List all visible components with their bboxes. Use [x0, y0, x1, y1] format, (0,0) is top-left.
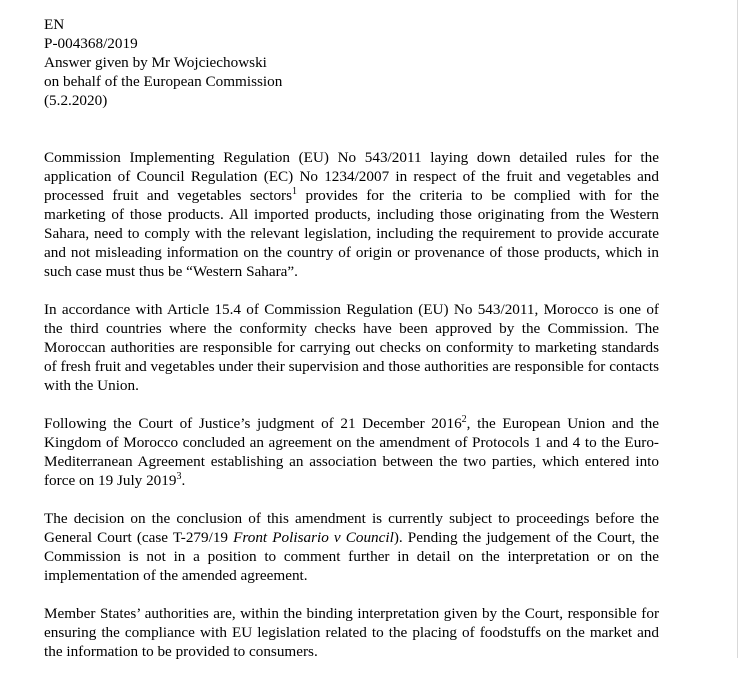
- paragraph-5-text: Member States’ authorities are, within the binding interpretation given by the Court, responsible for ensuring the compliance with EU legislation related to the placing of foodstuffs on the market and the information to be provided to consumers.: [44, 605, 659, 660]
- paragraph-2: [44, 300, 659, 395]
- paragraph-3-text-a: Following the Court of Justice’s judgment of 21 December 2016: [44, 415, 462, 432]
- footnote-marker-2: 2: [461, 413, 467, 425]
- answer-body: [44, 148, 659, 680]
- paragraph-1: [44, 148, 659, 281]
- paragraph-3-text-b: , the European Union and the Kingdom of Morocco concluded an agreement on the amendment of Protocols 1 and 4 to the Euro-Mediterranean Agreement establishing an association between the two parties, which entered into force on 19 July 2019: [44, 415, 659, 489]
- document-header: [44, 15, 704, 110]
- paragraph-4: [44, 509, 659, 585]
- answer-behalf: on behalf of the European Commission: [44, 73, 283, 90]
- footnote-marker-3: 3: [176, 470, 182, 482]
- paragraph-4-text-a: The decision on the conclusion of this amendment is currently subject to proceedings before the General Court (case T-279/19: [44, 510, 659, 546]
- paragraph-3-text-c: .: [181, 472, 186, 489]
- case-name: Front Polisario v Council: [233, 529, 394, 546]
- paragraph-1-text-b: provides for the criteria to be complied with for the marketing of those products. All imported products, including those originating from the Western Sahara, need to comply with the relevant legislation, including the requirement to provide accurate and not misleading information on the country of origin or provenance of those products, which in such case must thus be “Western Sahara”.: [44, 187, 659, 280]
- language-code: EN: [44, 16, 65, 33]
- paragraph-4-text-b: ). Pending the judgement of the Court, the Commission is not in a position to comment further in detail on the interpretation or on the implementation of the amended agreement.: [44, 529, 660, 584]
- question-reference: P-004368/2019: [44, 35, 138, 52]
- answer-date: (5.2.2020): [44, 92, 108, 109]
- paragraph-5: [44, 604, 659, 661]
- footnote-marker-1: 1: [292, 185, 298, 197]
- answer-author: Answer given by Mr Wojciechowski: [44, 54, 267, 71]
- paragraph-1-text-a: Commission Implementing Regulation (EU) No 543/2011 laying down detailed rules for the application of Council Regulation (EC) No 1234/2007 in respect of the fruit and vegetables and processed fruit and vegetables sectors: [44, 149, 659, 204]
- paragraph-2-text: In accordance with Article 15.4 of Commission Regulation (EU) No 543/2011, Morocco is one of the third countries where the conformity checks have been approved by the Commission. The Moroccan authorities are responsible for carrying out checks on conformity to marketing standards of fresh fruit and vegetables under their supervision and those authorities are responsible for contacts with the Union.: [44, 301, 659, 394]
- paragraph-3: [44, 414, 659, 490]
